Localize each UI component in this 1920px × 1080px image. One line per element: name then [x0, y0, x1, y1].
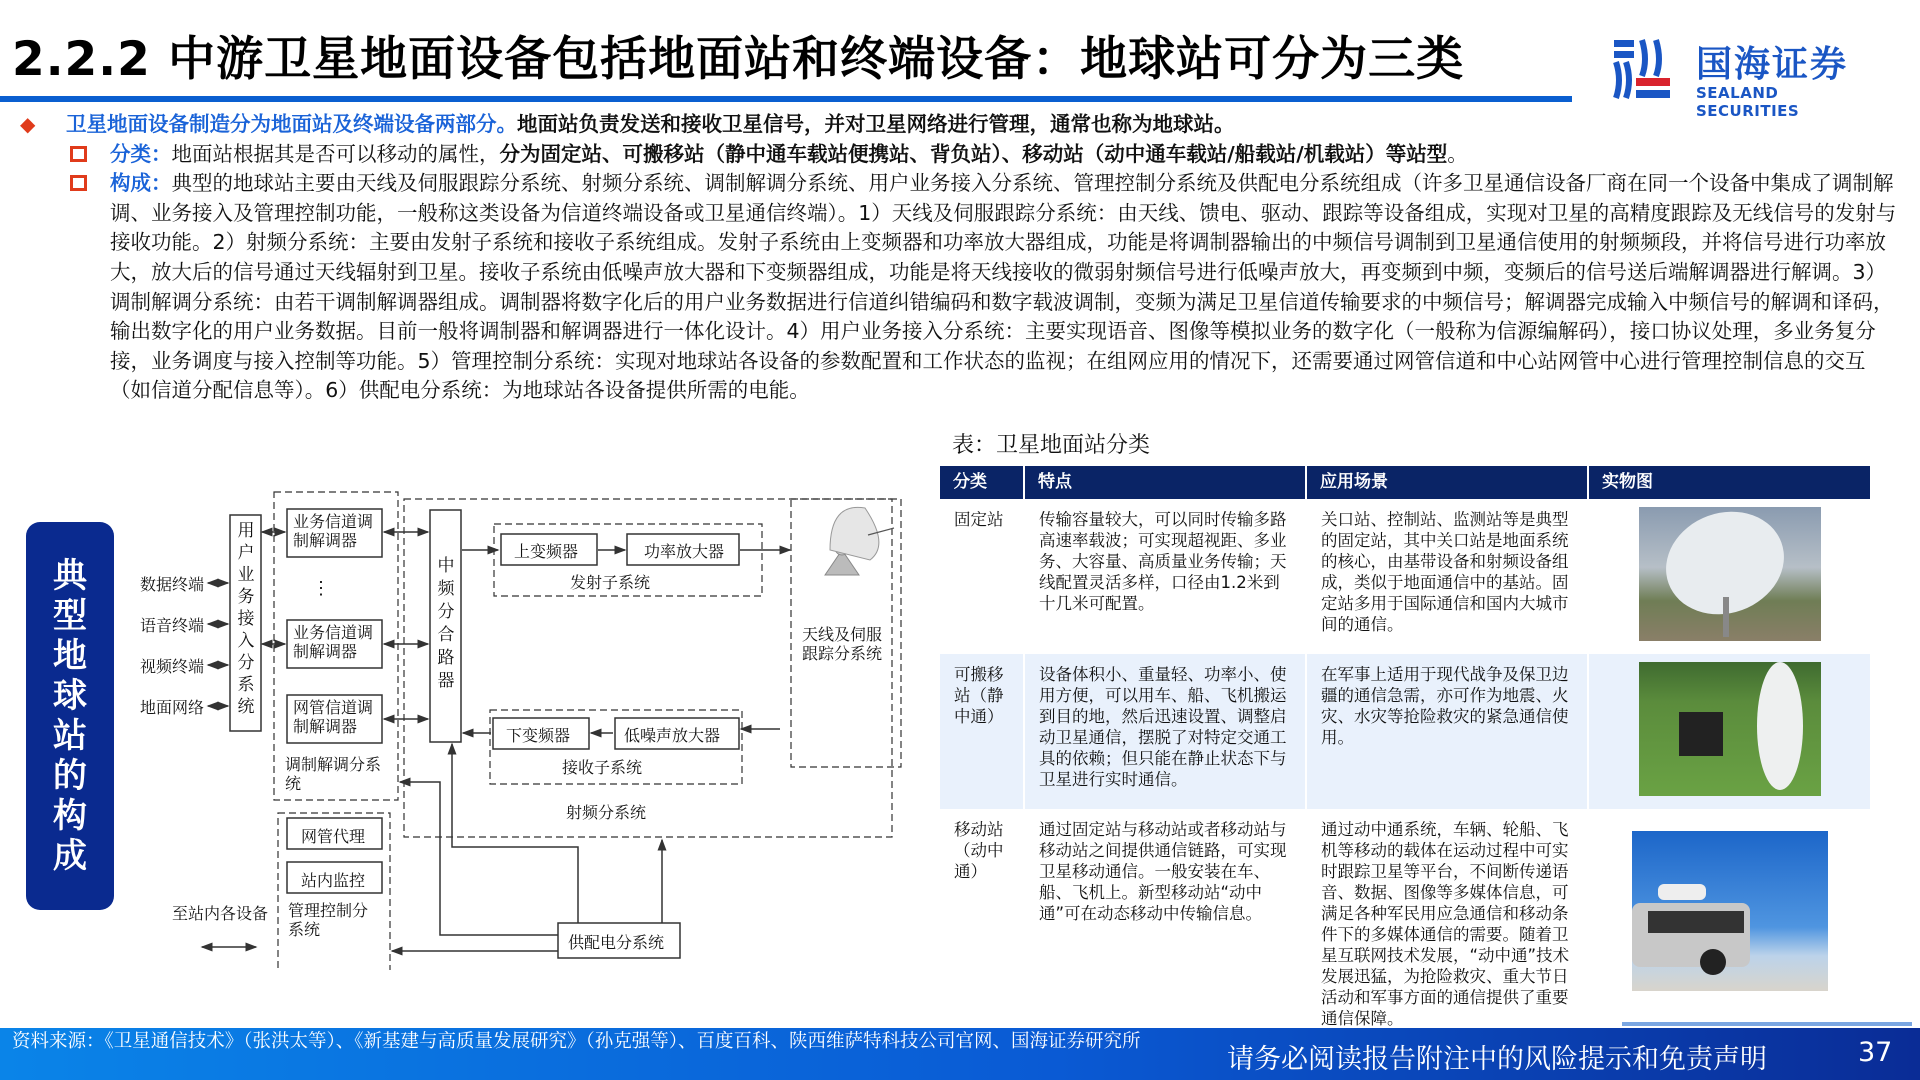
nms-modem: 网管信道调 制解调器	[293, 698, 374, 736]
station-monitor: 站内监控	[301, 871, 366, 890]
earth-station-block-diagram	[130, 490, 920, 970]
sub-bullet-classification	[14, 140, 1904, 170]
cell-type: 固定站	[940, 499, 1024, 654]
sub-bullet-label: 分类：	[110, 141, 172, 166]
bullet-section	[14, 110, 1904, 406]
cell-scenario: 关口站、控制站、监测站等是典型的固定站，其中关口站是地面系统的核心，由基带设备和射频设备组成，类似于地面通信中的基站。固定站多用于国际通信和国内大城市间的通信。	[1306, 499, 1588, 654]
page-title: 2.2.2 中游卫星地面设备包括地面站和终端设备：地球站可分为三类	[12, 32, 1465, 87]
sub-bullet-bold-text: 分为固定站、可搬移站（静中通车载站便携站、背负站）、移动站（动中通车载站/船载站/机载站）等站型	[499, 141, 1448, 166]
terminal-video: 视频终端	[140, 657, 205, 676]
cell-features: 设备体积小、重量轻、功率小、使用方便，可以用车、船、飞机搬运到目的地，然后迅速设置、调整启动卫星通信，摆脱了对特定交通工具的依赖；但只能在静止状态下与卫星进行实时通信。	[1024, 654, 1306, 809]
ground-station-table	[940, 466, 1872, 1039]
company-logo	[1612, 30, 1884, 120]
side-char: 成	[53, 836, 87, 876]
col-header-type: 分类	[940, 466, 1024, 499]
col-header-scenario: 应用场景	[1306, 466, 1588, 499]
tx-subsystem-label: 发射子系统	[570, 573, 651, 592]
upconverter: 上变频器	[514, 542, 579, 561]
cell-scenario: 通过动中通系统，车辆、轮船、飞机等移动的载体在运动过程中可实时跟踪卫星等平台，不间断传递语音、数据、图像等多媒体信息，可满足各种军民用应急通信和移动条件下的多媒体通信的需要。随着卫星互联网技术发展，“动中通”技术发展迅猛，为抢险救灾、重大节日活动和军事方面的通信提供了重要通信保障。	[1306, 809, 1588, 1039]
cell-photo	[1588, 499, 1871, 654]
terminal-data: 数据终端	[140, 575, 205, 594]
col-header-photo: 实物图	[1588, 466, 1871, 499]
nms-agent: 网管代理	[301, 827, 366, 846]
main-bullet	[14, 110, 1904, 140]
power-subsystem: 供配电分系统	[568, 933, 665, 952]
cell-type: 可搬移站（静中通）	[940, 654, 1024, 809]
footer-rule	[1622, 1022, 1912, 1026]
sealand-logo-icon	[1612, 38, 1672, 100]
diamond-bullet-icon: ◆	[20, 112, 36, 136]
user-access-subsystem: 用户业务接入分系统	[237, 521, 255, 717]
logo-name-en: SEALAND SECURITIES	[1696, 84, 1800, 120]
side-char: 的	[53, 756, 87, 796]
portable-dish-on-grass-photo	[1639, 662, 1821, 796]
side-char: 地	[53, 636, 87, 676]
sub-bullet-end: 。	[1447, 141, 1468, 166]
antenna-subsystem-label: 天线及伺服 跟踪分系统	[802, 625, 883, 663]
fixed-dish-antenna-photo	[1639, 507, 1821, 641]
service-modem-2: 业务信道调 制解调器	[293, 623, 374, 661]
cell-photo	[1588, 809, 1871, 1039]
cell-type: 移动站（动中通）	[940, 809, 1024, 1039]
downconverter: 下变频器	[506, 726, 571, 745]
source-note: 资料来源：《卫星通信技术》（张洪太等）、《新基建与高质量发展研究》（孙克强等）、百度百科、陕西维萨特科技公司官网、国海证券研究所	[12, 1031, 1141, 1052]
side-char: 球	[53, 676, 87, 716]
page-number: 37	[1858, 1037, 1893, 1068]
table-row	[940, 654, 1871, 809]
cell-scenario: 在军事上适用于现代战争及保卫边疆的通信急需，亦可作为地震、火灾、水灾等抢险救灾的紧急通信使用。	[1306, 654, 1588, 809]
side-char: 构	[53, 796, 87, 836]
square-bullet-icon	[70, 175, 87, 191]
sub-bullet-text: 地面站根据其是否可以移动的属性，	[171, 141, 500, 166]
if-combiner: 中频分合路器	[437, 556, 455, 691]
rf-subsystem-label: 射频分系统	[566, 803, 647, 822]
header-rule	[0, 96, 1572, 102]
vehicle-satcom-on-the-move-photo	[1632, 831, 1828, 991]
power-amplifier: 功率放大器	[644, 542, 725, 561]
cell-photo	[1588, 654, 1871, 809]
main-bullet-highlight: 卫星地面设备制造分为地面站及终端设备两部分。	[66, 112, 517, 136]
terminal-voice: 语音终端	[140, 616, 205, 635]
rx-subsystem-label: 接收子系统	[562, 758, 643, 777]
antenna-dish-icon	[825, 507, 894, 575]
table-header-row	[940, 466, 1871, 499]
table-row	[940, 499, 1871, 654]
square-bullet-icon	[70, 146, 87, 162]
to-station-devices: 至站内各设备	[172, 904, 269, 923]
modem-subsystem-label: 调制解调分系 统	[285, 755, 382, 793]
mgmt-subsystem-label: 管理控制分 系统	[288, 901, 369, 939]
cell-features: 传输容量较大，可以同时传输多路高速率载波；可实现超视距、多业务、大容量、高质量业务传输；天线配置灵活多样，口径由1.2米到十几米可配置。	[1024, 499, 1306, 654]
low-noise-amplifier: 低噪声放大器	[624, 726, 721, 745]
side-char: 典	[53, 556, 87, 596]
table-row	[940, 809, 1871, 1039]
terminal-ground-network: 地面网络	[140, 698, 205, 717]
table-caption: 表：卫星地面站分类	[952, 433, 1151, 458]
side-char: 型	[53, 596, 87, 636]
ellipsis: ⋮	[312, 578, 330, 599]
sub-bullet-text: 典型的地球站主要由天线及伺服跟踪分系统、射频分系统、调制解调分系统、用户业务接入分系统、管理控制分系统及供配电分系统组成（许多卫星通信设备厂商在同一个设备中集成了调制解调、业务接入及管理控制功能，一般称这类设备为信道终端设备或卫星通信终端）。1）天线及伺服跟踪分系统：由天线、馈电、驱动、跟踪等设备组成，实现对卫星的高精度跟踪及无线信号的发射与接收功能。2）射频分系统：主要由发射子系统和接收子系统组成。发射子系统由上变频器和功率放大器组成，功能是将调制器输出的中频信号调制到卫星通信使用的射频频段，并将信号进行功率放大，放大后的信号通过天线辐射到卫星。接收子系统由低噪声放大器和下变频器组成，功能是将天线接收的微弱射频信号进行低噪声放大，再变频到中频，变频后的信号送后端解调器进行解调。3）调制解调分系统：由若干调制解调器组成。调制器将数字化后的用户业务数据进行信道纠错编码和数字载波调制，变频为满足卫星信道传输要求的中频信号；解调器完成输入中频信号的解调和译码，输出数字化的用户业务数据。目前一般将调制器和解调器进行一体化设计。4）用户业务接入分系统：主要实现语音、图像等模拟业务的数字化（一般称为信源编解码），接口协议处理，多业务复分接，业务调度与接入控制等功能。5）管理控制分系统：实现对地球站各设备的参数配置和工作状态的监视；在组网应用的情况下，还需要通过网管信道和中心站网管中心进行管理控制信息的交互（如信道分配信息等）。6）供配电分系统：为地球站各设备提供所需的电能。	[110, 171, 1897, 403]
main-bullet-text: 地面站负责发送和接收卫星信号，并对卫星网络进行管理，通常也称为地球站。	[517, 112, 1235, 136]
side-char: 站	[53, 716, 87, 756]
footer-bar	[0, 1028, 1920, 1080]
sub-bullet-composition	[14, 169, 1904, 406]
sub-bullet-label: 构成：	[110, 171, 172, 196]
logo-name-cn: 国海证券	[1696, 44, 1849, 85]
col-header-features: 特点	[1024, 466, 1306, 499]
side-panel-title	[26, 522, 114, 910]
disclaimer-text: 请务必阅读报告附注中的风险提示和免责声明	[1227, 1044, 1767, 1075]
cell-features: 通过固定站与移动站或者移动站与移动站之间提供通信链路，可实现卫星移动通信。一般安装在车、船、飞机上。新型移动站“动中通”可在动态移动中传输信息。	[1024, 809, 1306, 1039]
service-modem-1: 业务信道调 制解调器	[293, 512, 374, 550]
